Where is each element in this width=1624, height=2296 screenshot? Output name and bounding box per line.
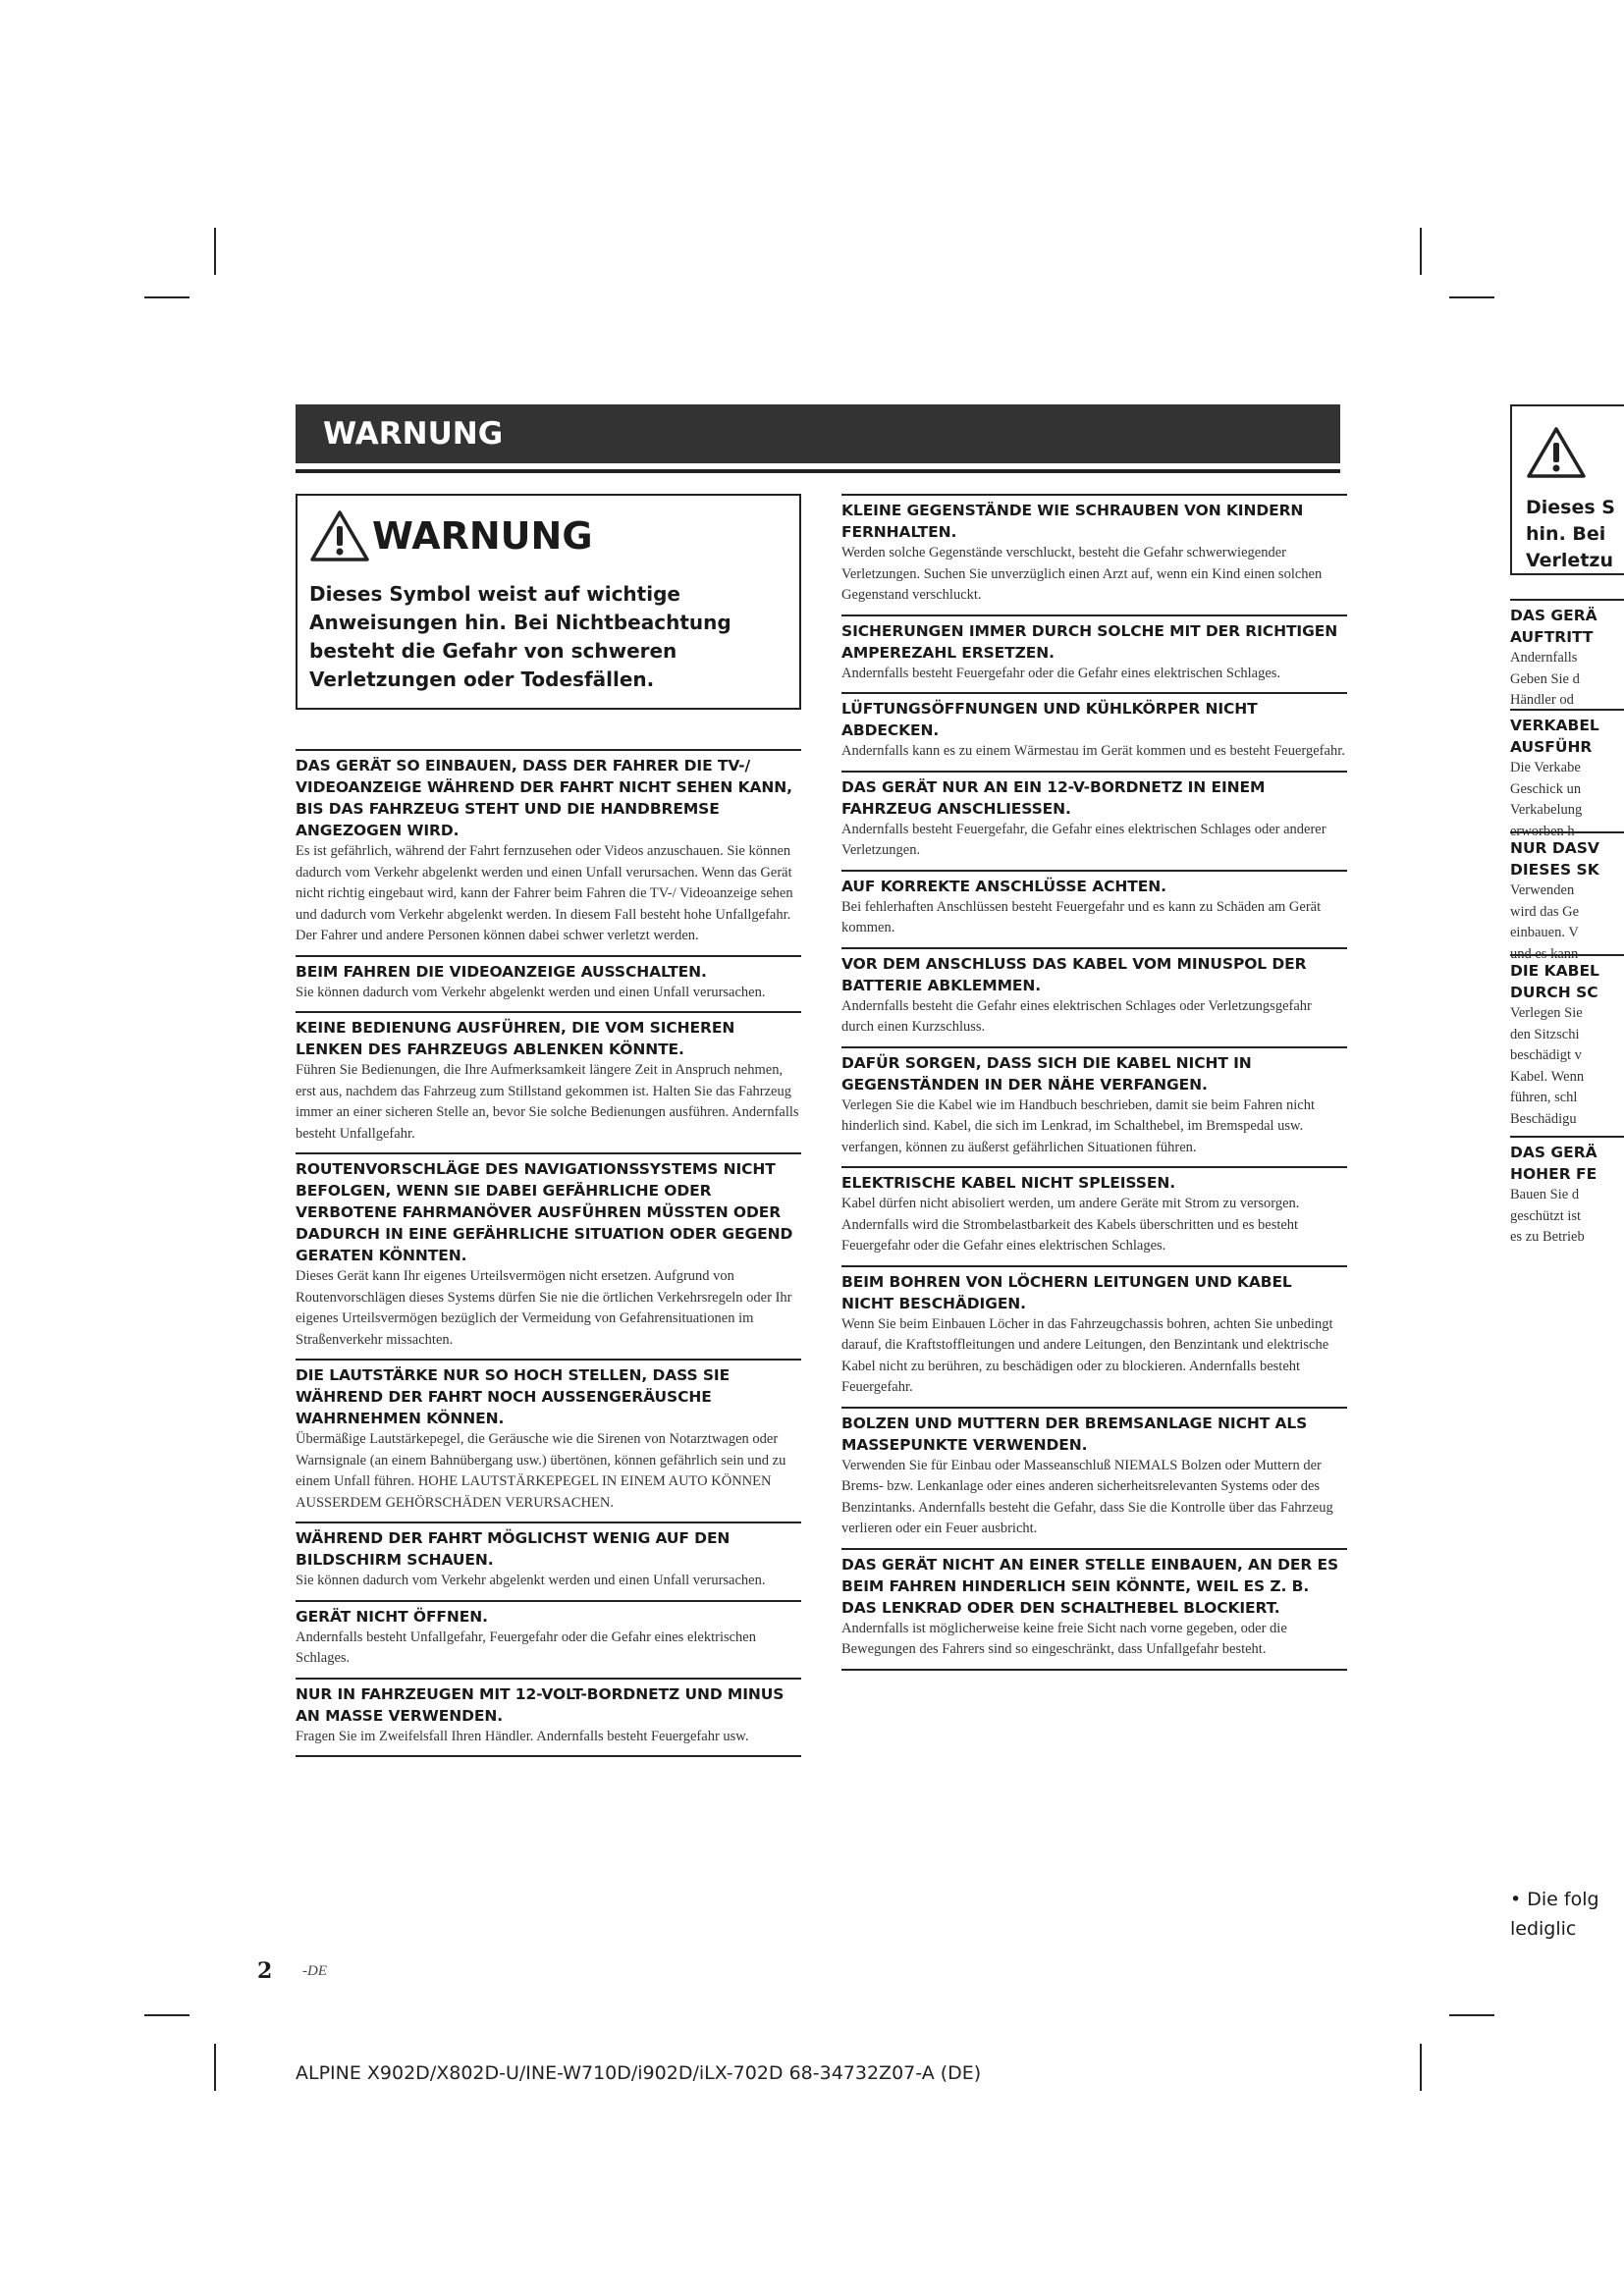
next-page-item: [1510, 599, 1624, 712]
banner-rule: [296, 469, 1340, 473]
section-body: Sie können dadurch vom Verkehr abgelenkt werden und einen Unfall verursachen.: [296, 1573, 766, 1588]
section-body: Es ist gefährlich, während der Fahrt fernzusehen oder Videos anzuschauen. Sie können dadurch vom Verkehr abgelenkt werden und einen Unfall verursachen. Wenn das Gerät nicht richtig eingebaut wird, kann der Fahrer beim Fahren die TV-/ Videoanzeige sehen und dadurch vom Verkehr abgelenkt werden. In diesem Fall besteht hohe Unfallgefahr. Der Fahrer und andere Personen können dabei schwer verletzt werden.: [296, 843, 793, 943]
section-title: KLEINE GEGENSTÄNDE WIE SCHRAUBEN VON KINDERN FERNHALTEN.: [841, 502, 1304, 541]
next-page-item-body: [1510, 881, 1624, 965]
section-body: Bei fehlerhaften Anschlüssen besteht Feuergefahr und es kann zu Schäden am Gerät kommen.: [841, 898, 1322, 935]
next-page-item-body: [1510, 648, 1624, 712]
next-page-body-line: es zu Betrieb: [1510, 1229, 1585, 1245]
section-body: Andernfalls ist möglicherweise keine freie Sicht nach vorne gegeben, oder die Bewegungen des Fahrers sind so eingeschränkt, dass Unfallgefahr besteht.: [841, 1620, 1287, 1657]
next-page-warning-box: [1510, 404, 1624, 575]
warning-section: [296, 1152, 801, 1359]
section-body: Andernfalls besteht die Gefahr eines elektrischen Schlages oder Verletzungsgefahr durch einen Kurzschluss.: [841, 997, 1312, 1035]
next-page-body-line: Verkabelung: [1510, 802, 1583, 818]
warning-section: [296, 1011, 801, 1152]
section-body: Verwenden Sie für Einbau oder Masseanschluß NIEMALS Bolzen oder Muttern der Brems- bzw. Lenkanlage oder eines anderen sicherheitsrelevanten Systems oder des Benzintanks. Andernfalls besteht die Gefahr, dass Sie die Kontrolle über das Fahrzeug verlieren oder ein Feuer ausbricht.: [841, 1457, 1333, 1536]
next-page-bullet: [1510, 1885, 1599, 1944]
banner-title: WARNUNG: [323, 416, 504, 452]
warning-triangle-icon: [1526, 426, 1587, 479]
warning-section: [296, 749, 801, 955]
next-page-title-line: AUSFÜHR: [1510, 738, 1593, 756]
next-page-title-line: NUR DASV: [1510, 839, 1599, 857]
crop-mark: [144, 2014, 189, 2016]
warning-section: [296, 1678, 801, 1758]
next-page-item: [1510, 954, 1624, 1130]
warning-section: [296, 1522, 801, 1600]
next-page-title-line: AUFTRITT: [1510, 628, 1594, 646]
warning-box-text: Dieses Symbol weist auf wichtige Anweisungen hin. Bei Nichtbeachtung besteht die Gefahr von schweren Verletzungen oder Todesfällen.: [309, 582, 731, 691]
section-title: DAFÜR SORGEN, DASS SICH DIE KABEL NICHT IN GEGENSTÄNDEN IN DER NÄHE VERFANGEN.: [841, 1053, 1252, 1094]
next-page-body-line: Verlegen Sie: [1510, 1005, 1583, 1021]
right-column: [841, 494, 1347, 1671]
next-page-body-line: führen, schl: [1510, 1090, 1578, 1105]
next-page-box-line: Dieses S: [1526, 497, 1615, 518]
section-title: WÄHREND DER FAHRT MÖGLICHST WENIG AUF DEN BILDSCHIRM SCHAUEN.: [296, 1529, 731, 1569]
warning-box-title: WARNUNG: [372, 514, 593, 558]
section-body: Fragen Sie im Zweifelsfall Ihren Händler. Andernfalls besteht Feuergefahr usw.: [296, 1728, 749, 1744]
section-body: Verlegen Sie die Kabel wie im Handbuch beschrieben, damit sie beim Fahren nicht hinderlich sind. Kabel, die sich im Lenkrad, im Schalthebel, im Bremspedal usw. verfangen, können zu äußerst gefährlichen Situationen führen.: [841, 1096, 1315, 1155]
crop-mark: [1420, 2044, 1422, 2091]
next-page-box-line: Verletzu: [1526, 550, 1613, 571]
right-sections: [841, 494, 1347, 1671]
next-page-item-body: [1510, 1185, 1624, 1249]
next-page-item: [1510, 1136, 1624, 1249]
warning-section: [841, 1265, 1347, 1407]
warning-section: [841, 1407, 1347, 1548]
section-title: DAS GERÄT SO EINBAUEN, DASS DER FAHRER DIE TV-/ VIDEOANZEIGE WÄHREND DER FAHRT NICHT SEHEN KANN, BIS DAS FAHRZEUG STEHT UND DIE HANDBREMSE ANGEZOGEN WIRD.: [296, 757, 792, 839]
warning-section: [296, 1359, 801, 1522]
section-body: Andernfalls besteht Feuergefahr oder die Gefahr eines elektrischen Schlages.: [841, 665, 1281, 681]
next-page-body-line: Verwenden: [1510, 882, 1575, 898]
next-page-body-line: den Sitzschi: [1510, 1026, 1580, 1042]
section-title: GERÄT NICHT ÖFFNEN.: [296, 1607, 488, 1626]
warning-section: [841, 771, 1347, 870]
section-title: DIE LAUTSTÄRKE NUR SO HOCH STELLEN, DASS SIE WÄHREND DER FAHRT NOCH AUSSENGERÄUSCHE WAHRNEHMEN KÖNNEN.: [296, 1366, 731, 1427]
section-title: KEINE BEDIENUNG AUSFÜHREN, DIE VOM SICHEREN LENKEN DES FAHRZEUGS ABLENKEN KÖNNTE.: [296, 1019, 735, 1058]
warning-section: [841, 692, 1347, 771]
section-title: DAS GERÄT NUR AN EIN 12-V-BORDNETZ IN EINEM FAHRZEUG ANSCHLIESSEN.: [841, 777, 1266, 818]
next-page-body-line: Beschädigu: [1510, 1110, 1577, 1127]
next-page-item: [1510, 831, 1624, 965]
next-page-title-line: DAS GERÄ: [1510, 607, 1597, 624]
next-page-body-line: Händler od: [1510, 692, 1574, 708]
section-body: Andernfalls kann es zu einem Wärmestau im Gerät kommen und es besteht Feuergefahr.: [841, 743, 1345, 759]
section-body: Übermäßige Lautstärkepegel, die Geräusche wie die Sirenen von Notarztwagen oder Warnsignale (an einem Bahnübergang usw.) übertönen, können gefährlich sein und zu einem Unfall führen. HOHE LAUTSTÄRKEPEGEL IN EINEM AUTO KÖNNEN AUSSERDEM GEHÖRSCHÄDEN VERURSACHEN.: [296, 1431, 786, 1511]
page-number: 2: [257, 1958, 273, 1984]
crop-mark: [214, 2044, 216, 2091]
crop-mark: [214, 228, 216, 275]
section-body: Sie können dadurch vom Verkehr abgelenkt werden und einen Unfall verursachen.: [296, 984, 766, 1000]
warning-section: [841, 1046, 1347, 1167]
section-title: BEIM FAHREN DIE VIDEOANZEIGE AUSSCHALTEN.: [296, 962, 707, 981]
warning-section: [841, 1166, 1347, 1265]
section-title: AUF KORREKTE ANSCHLÜSSE ACHTEN.: [841, 877, 1166, 895]
next-page-title-line: VERKABEL: [1510, 717, 1599, 734]
warning-triangle-icon: [309, 509, 370, 562]
section-title: ROUTENVORSCHLÄGE DES NAVIGATIONSSYSTEMS NICHT BEFOLGEN, WENN SIE DABEI GEFÄHRLICHE ODER VERBOTENE FAHRMANÖVER AUSFÜHREN MÜSSTEN ODER DADURCH IN EINE GEFÄHRLICHE SITUATION ODER GEGEND GERATEN KÖNNTEN.: [296, 1160, 793, 1264]
next-page-fragment: [1505, 404, 1624, 1975]
next-page-title-line: DIE KABEL: [1510, 962, 1599, 980]
section-title: BOLZEN UND MUTTERN DER BREMSANLAGE NICHT ALS MASSEPUNKTE VERWENDEN.: [841, 1414, 1308, 1454]
next-page-item-title: [1510, 837, 1624, 881]
next-page-body-line: einbauen. V: [1510, 925, 1579, 940]
next-page-body-line: Kabel. Wenn: [1510, 1068, 1585, 1085]
next-page-item-body: [1510, 1003, 1624, 1130]
section-title: BEIM BOHREN VON LÖCHERN LEITUNGEN UND KABEL NICHT BESCHÄDIGEN.: [841, 1272, 1292, 1312]
next-page-item-title: [1510, 960, 1624, 1003]
next-page-item-title: [1510, 605, 1624, 648]
next-page-body-line: Die Verkabe: [1510, 760, 1581, 775]
section-body: Andernfalls besteht Feuergefahr, die Gefahr eines elektrischen Schlages oder anderer Verletzungen.: [841, 821, 1326, 858]
next-page-body-line: beschädigt v: [1510, 1047, 1582, 1063]
next-page-title-line: DAS GERÄ: [1510, 1144, 1597, 1161]
crop-mark: [144, 296, 189, 298]
next-page-body-line: und es kann: [1510, 945, 1579, 962]
next-page-item-title: [1510, 715, 1624, 758]
section-body: Werden solche Gegenstände verschluckt, besteht die Gefahr schwerwiegender Verletzungen. Suchen Sie unverzüglich einen Arzt auf, wenn ein Kind einen solchen Gegenstand verschluckt.: [841, 545, 1323, 603]
section-title: ELEKTRISCHE KABEL NICHT SPLEISSEN.: [841, 1174, 1176, 1192]
section-body: Führen Sie Bedienungen, die Ihre Aufmerksamkeit längere Zeit in Anspruch nehmen, erst aus, nachdem das Fahrzeug zum Stillstand gekommen ist. Halten Sie das Fahrzeug immer an einer sicheren Stelle an, bevor Sie solche Bedienungen ausführen. Andernfalls besteht Unfallgefahr.: [296, 1062, 799, 1142]
warning-section: [841, 870, 1347, 947]
crop-mark: [1449, 2014, 1494, 2016]
page-language: -DE: [302, 1963, 327, 1979]
warning-section: [841, 494, 1347, 614]
warning-section: [841, 1548, 1347, 1671]
footer-text: ALPINE X902D/X802D-U/INE-W710D/i902D/iLX-702D 68-34732Z07-A (DE): [296, 2062, 982, 2084]
next-page-title-line: DURCH SC: [1510, 984, 1598, 1001]
section-body: Andernfalls besteht Unfallgefahr, Feuergefahr oder die Gefahr eines elektrischen Schlages.: [296, 1629, 756, 1666]
next-page-box-line: hin. Bei: [1526, 523, 1606, 545]
next-page-item: [1510, 709, 1624, 842]
next-page-body-line: wird das Ge: [1510, 903, 1580, 920]
warning-section: [296, 1600, 801, 1678]
section-body: Dieses Gerät kann Ihr eigenes Urteilsvermögen nicht ersetzen. Aufgrund von Routenvorschlägen dieses Systems dürfen Sie nie die örtlichen Verkehrsregeln oder Ihr eigenes Urteilsvermögen bezüglich der Vermeidung von Gefahrensituationen im Straßenverkehr missachten.: [296, 1268, 792, 1348]
next-page-body-line: Andernfalls: [1510, 650, 1578, 666]
next-page-item-title: [1510, 1142, 1624, 1185]
warning-section: [841, 947, 1347, 1046]
next-page-title-line: HOHER FE: [1510, 1165, 1597, 1183]
crop-mark: [1420, 228, 1422, 275]
next-page-body-line: Geschick un: [1510, 780, 1582, 797]
next-page-item-body: [1510, 758, 1624, 842]
section-body: Kabel dürfen nicht abisoliert werden, um andere Geräte mit Strom zu versorgen. Andernfalls wird die Strombelastbarkeit des Kabels überschritten und es besteht Feuergefahr oder die Gefahr eines elektrischen Schlages.: [841, 1196, 1300, 1254]
next-page-body-line: Geben Sie d: [1510, 670, 1580, 687]
next-page-bullet-line: lediglic: [1510, 1918, 1577, 1940]
section-title: SICHERUNGEN IMMER DURCH SOLCHE MIT DER RICHTIGEN AMPEREZAHL ERSETZEN.: [841, 621, 1338, 662]
warning-section: [296, 955, 801, 1012]
section-title: NUR IN FAHRZEUGEN MIT 12-VOLT-BORDNETZ UND MINUS AN MASSE VERWENDEN.: [296, 1684, 785, 1725]
section-title: DAS GERÄT NICHT AN EINER STELLE EINBAUEN, AN DER ES BEIM FAHREN HINDERLICH SEIN KÖNNTE, WEIL ES Z. B. DAS LENKRAD ODER DEN SCHALTHEBEL BLOCKIERT.: [841, 1555, 1339, 1617]
crop-mark: [1449, 296, 1494, 298]
section-title: VOR DEM ANSCHLUSS DAS KABEL VOM MINUSPOL DER BATTERIE ABKLEMMEN.: [841, 954, 1307, 994]
next-page-body-line: erworben h: [1510, 823, 1575, 839]
section-banner: [296, 404, 1340, 463]
warning-section: [841, 614, 1347, 693]
next-page-body-line: geschützt ist: [1510, 1207, 1582, 1224]
next-page-title-line: DIESES SK: [1510, 861, 1599, 879]
next-page-bullet-line: • Die folg: [1510, 1889, 1599, 1910]
section-body: Wenn Sie beim Einbauen Löcher in das Fahrzeugchassis bohren, achten Sie unbedingt darauf, die Kraftstoffleitungen und andere Leitungen, den Benzintank und elektrische Kabel nicht zu berühren, zu beschädigen oder zu blockieren. Andernfalls besteht Feuergefahr.: [841, 1315, 1333, 1395]
left-sections: [296, 749, 801, 1757]
left-column: [296, 494, 801, 1757]
next-page-warning-text: [1526, 495, 1615, 574]
section-title: LÜFTUNGSÖFFNUNGEN UND KÜHLKÖRPER NICHT ABDECKEN.: [841, 700, 1258, 739]
warning-box: [296, 494, 801, 710]
next-page-body-line: Bauen Sie d: [1510, 1187, 1580, 1202]
